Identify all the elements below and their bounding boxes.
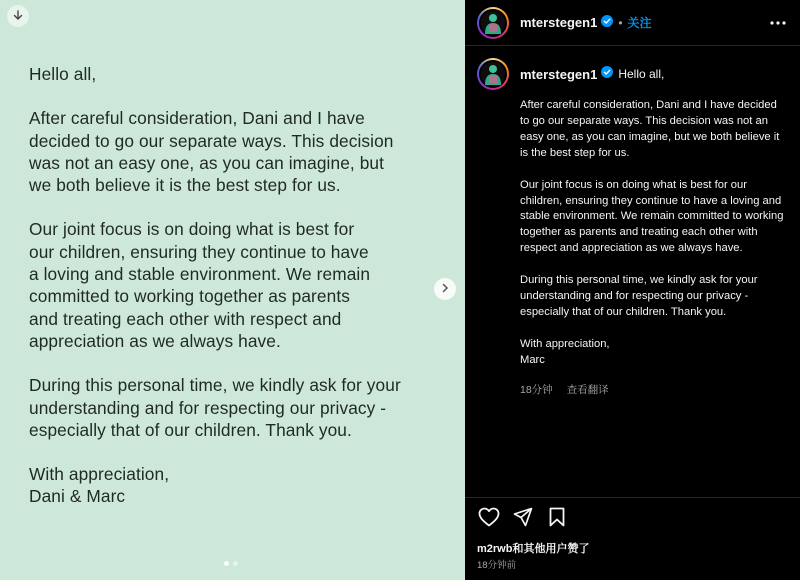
action-bar [465,497,800,533]
follow-button[interactable]: 关注 [627,16,652,30]
chevron-right-icon [440,280,450,298]
caption-signoff: With appreciation, Marc [520,337,610,366]
caption-meta [520,382,792,397]
post-header [465,0,800,46]
carousel-dot [233,561,238,566]
avatar[interactable] [477,7,509,39]
caption-greeting: Hello all, [618,67,665,81]
verified-badge-icon [601,14,613,32]
caption [477,58,792,397]
see-translation-button[interactable]: 查看翻译 [566,383,609,396]
heart-icon [478,507,500,532]
caption-paragraph-3: During this personal time, we kindly ask for your understanding and for respecting our privacy - especially that of our children. Thank you. [520,274,758,318]
carousel-dot [224,561,229,566]
caption-paragraph-1: After careful consideration, Dani and I have decided to go our separate ways. This decision was not an easy one, as you can imagine, but we both believe it is the best step for us. [520,99,780,159]
bookmark-icon [549,507,565,532]
letter-text [29,63,449,508]
avatar[interactable] [477,58,509,90]
share-button[interactable] [511,508,535,532]
letter-paragraph-2: Our joint focus is on doing what is best for our children, ensuring they continue to have a loving and stable environment. We remain committed to working together as parents and treating each other with respect and appreciation as we always have. [29,219,371,351]
share-icon [513,507,533,532]
verified-badge-icon [601,65,613,83]
more-options-icon[interactable] [768,13,788,33]
carousel-dots [224,561,238,566]
likes-summary[interactable]: m2rwb和其他用户赞了 [477,543,590,555]
letter-signoff: With appreciation, Dani & Marc [29,464,170,507]
like-button[interactable] [477,508,501,532]
caption-username[interactable]: mterstegen1 [520,66,598,82]
post-timestamp: 18分钟前 [477,560,517,571]
save-button[interactable] [545,508,569,532]
letter-paragraph-1: After careful consideration, Dani and I have decided to go our separate ways. This decision was not an easy one, as you can imagine, but we both believe it is the best step for us. [29,108,394,196]
caption-paragraph-2: Our joint focus is on doing what is best for our children, ensuring they continue to have a loving and stable environment. We remain committed to working together as parents and treating each other with respect and appreciation as we always have. [520,178,784,255]
download-icon[interactable] [7,5,29,27]
caption-body [520,98,786,369]
post-side-panel [465,0,800,580]
letter-greeting: Hello all, [29,64,97,84]
caption-time[interactable]: 18分钟 [520,383,553,396]
letter-paragraph-3: During this personal time, we kindly ask for your understanding and for respecting our privacy - especially that of our children. Thank you. [29,375,401,440]
carousel-next-button[interactable] [434,278,456,300]
header-username[interactable]: mterstegen1 [520,15,598,30]
header-separator: • [618,15,623,30]
